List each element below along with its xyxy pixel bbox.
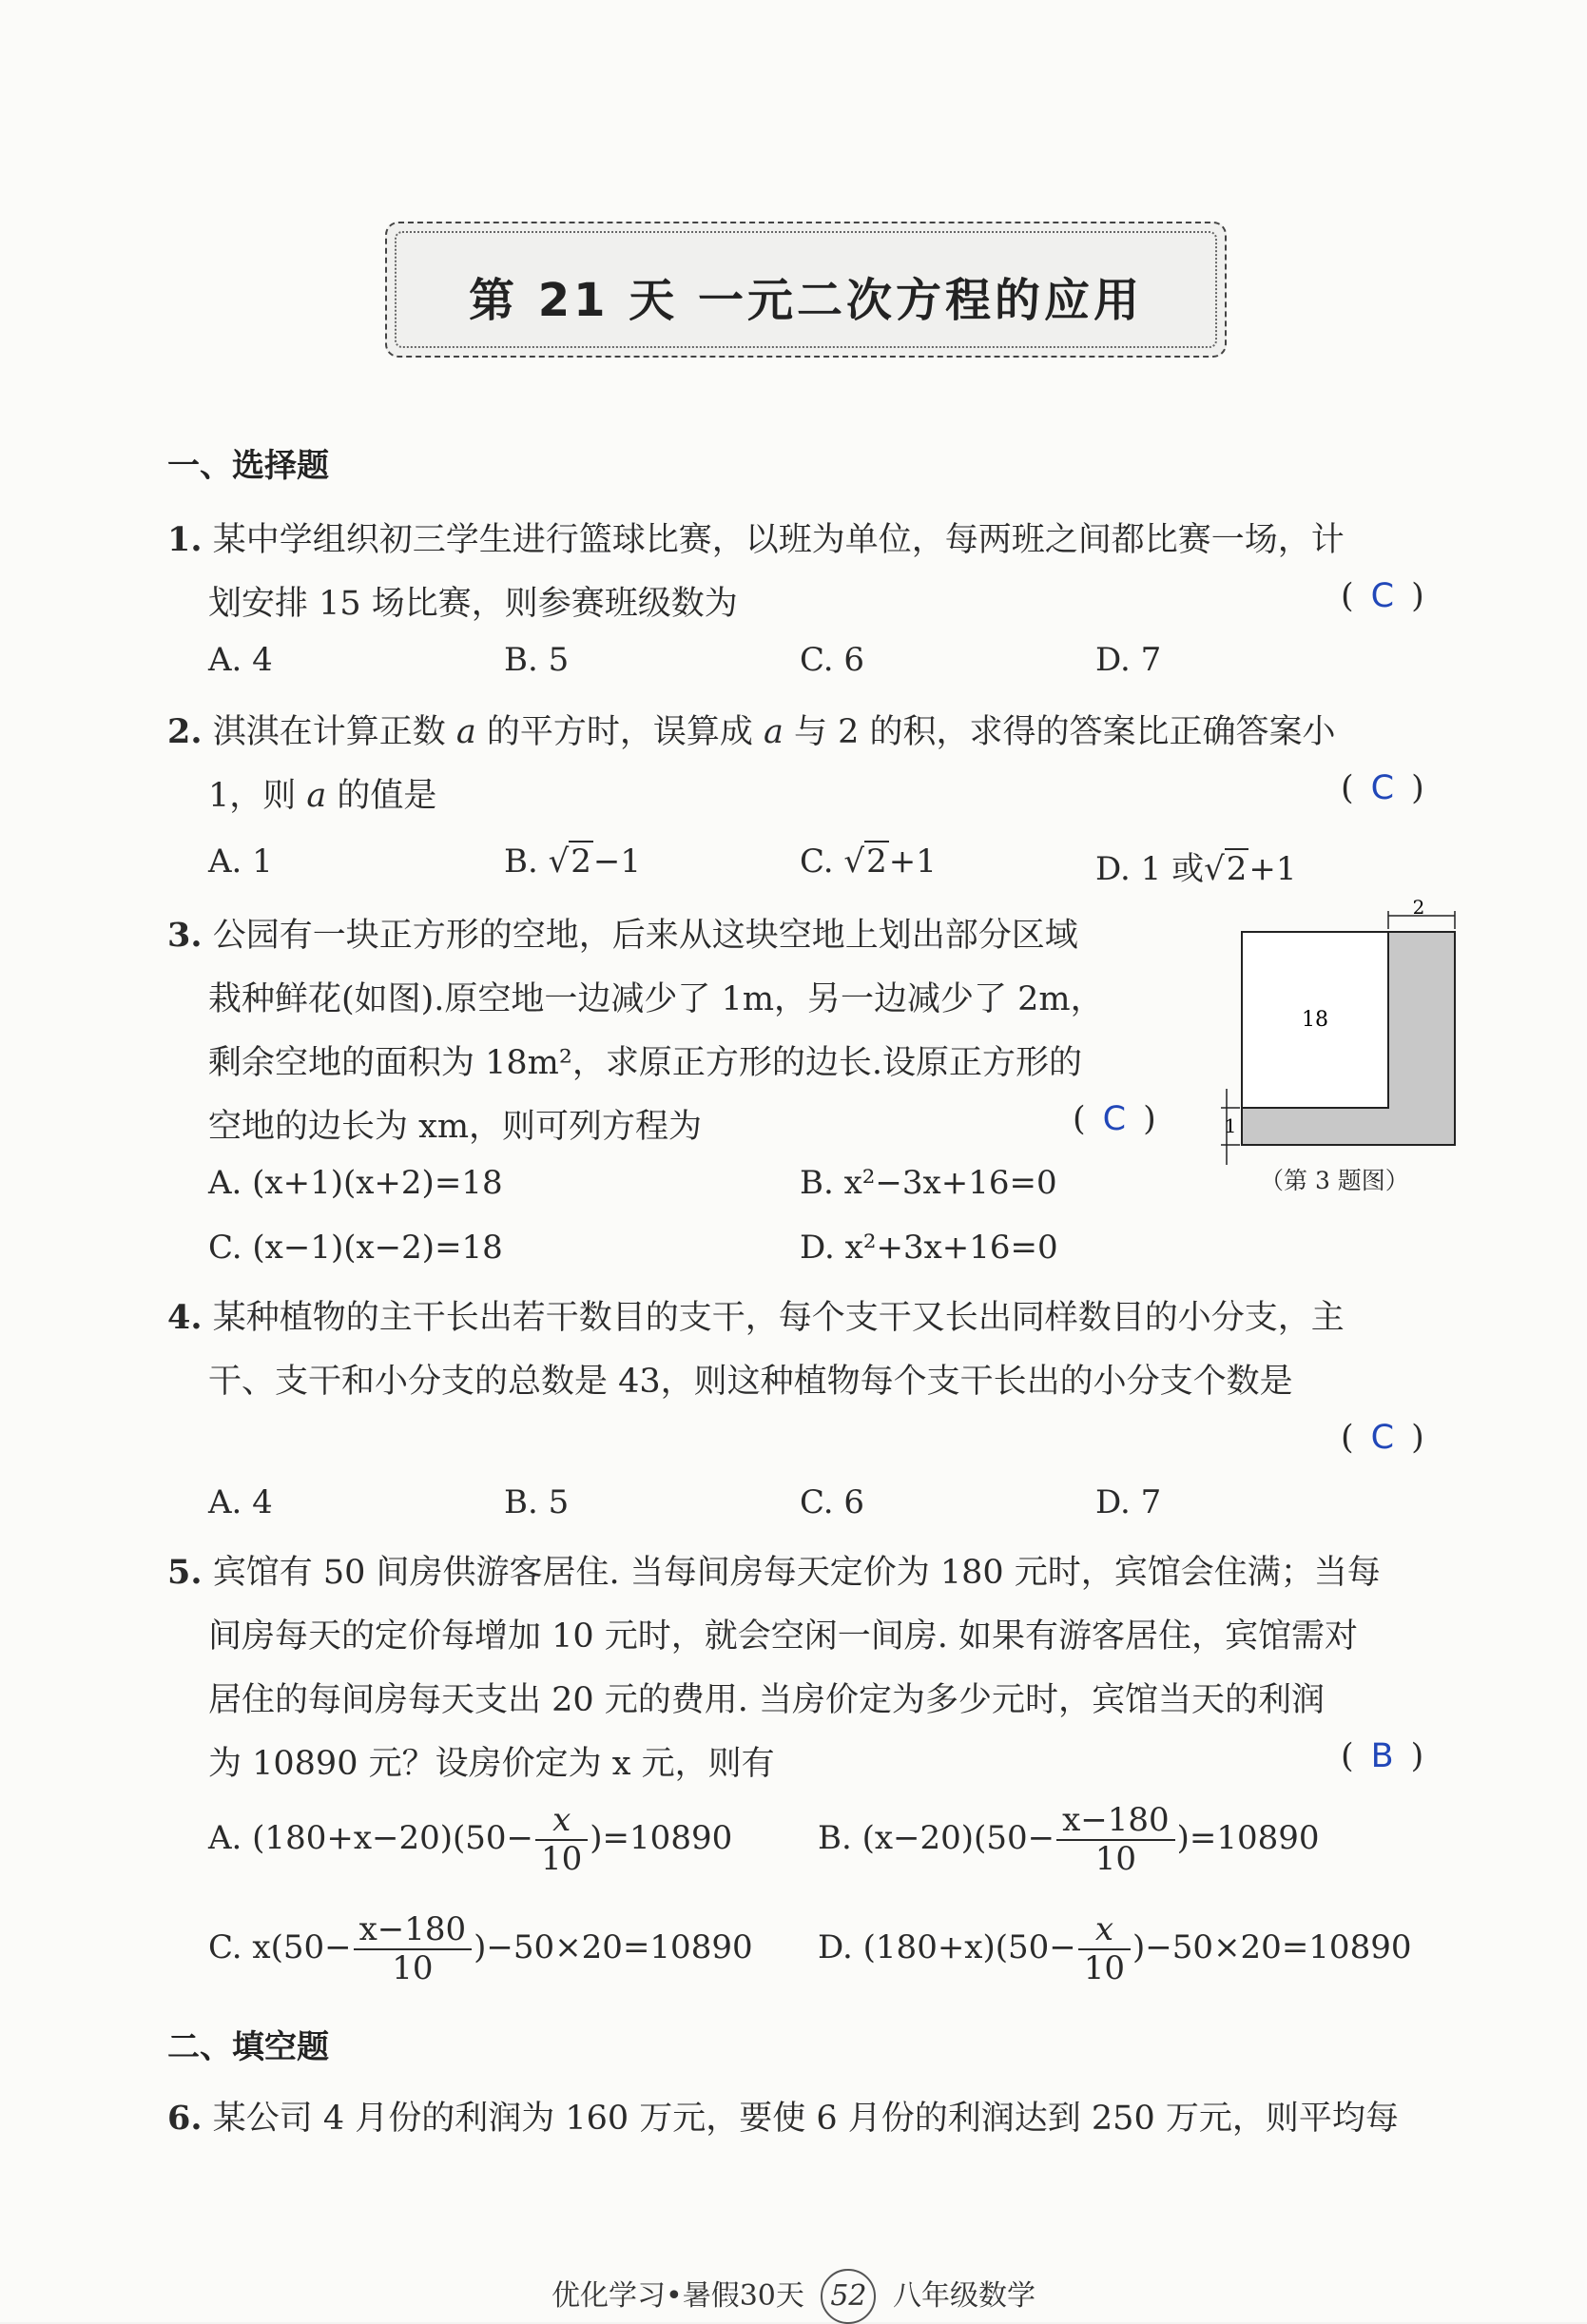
question-5-line-1 [167, 1546, 1381, 1594]
q2-option-d: D. 1 或√2+1 [1095, 850, 1297, 888]
question-4-line-2: 干、支干和小分支的总数是 43，则这种植物每个支干长出的小分支个数是 [208, 1363, 1293, 1401]
q5-option-b [818, 1802, 1320, 1878]
answer-letter: C [1370, 769, 1395, 807]
option-text: )−50×20=10890 [1132, 1928, 1412, 1967]
question-2-line-1 [167, 706, 1336, 753]
q2-option-b: B. √2−1 [504, 842, 642, 881]
q1-option-a: A. 4 [208, 641, 273, 679]
q1-option-c: C. 6 [800, 641, 865, 679]
q4-option-d: D. 7 [1095, 1483, 1162, 1521]
option-text: D. 1 或 [1095, 850, 1205, 888]
question-number: 6. [167, 2099, 203, 2138]
option-text: +1 [888, 842, 937, 881]
option-text: B. (x−20)(50− [818, 1819, 1055, 1858]
q5-option-a [208, 1802, 732, 1878]
page-title: 第 21 天 一元二次方程的应用 [469, 274, 1143, 327]
option-text: A. (180+x−20)(50− [208, 1819, 534, 1858]
footer-book-title: 优化学习•暑假30天 [552, 2279, 804, 2313]
question-3-figure [1217, 896, 1464, 1193]
option-text: C. [800, 842, 844, 881]
question-6-line-1 [167, 2092, 1399, 2140]
figure-caption: （第 3 题图） [1260, 1167, 1409, 1194]
question-number: 4. [167, 1298, 203, 1337]
q1-option-d: D. 7 [1095, 641, 1162, 679]
option-text: )=10890 [590, 1819, 733, 1858]
section-heading-choice: 一、选择题 [167, 447, 329, 485]
q5-option-d [818, 1911, 1411, 1987]
question-text: 某种植物的主干长出若干数目的支干，每个支干又长出同样数目的小分支，主 [212, 1299, 1345, 1337]
question-5-line-3: 居住的每间房每天支出 20 元的费用. 当房价定为多少元时，宾馆当天的利润 [208, 1681, 1326, 1719]
question-5-answer: ( B ) [1341, 1737, 1424, 1775]
option-text: )=10890 [1176, 1819, 1320, 1858]
denominator: 10 [1094, 1840, 1136, 1879]
page-number: 52 [821, 2269, 876, 2324]
q1-option-b: B. 5 [504, 641, 570, 679]
question-number: 5. [167, 1553, 203, 1592]
q3-option-b: B. x²−3x+16=0 [800, 1164, 1057, 1202]
page-footer [0, 2269, 1587, 2324]
question-1-line-1 [167, 513, 1345, 561]
question-2-answer: ( C ) [1341, 769, 1424, 807]
radicand: 2 [1226, 850, 1248, 888]
option-text: +1 [1248, 850, 1297, 888]
question-5-line-4: 为 10890 元？设房价定为 x 元，则有 [208, 1745, 775, 1783]
question-text: 宾馆有 50 间房供游客居住. 当每间房每天定价为 180 元时，宾馆会住满；当每 [212, 1554, 1381, 1592]
section-heading-fill: 二、填空题 [167, 2028, 329, 2066]
question-4-line-1 [167, 1291, 1345, 1339]
numerator: x−180 [354, 1911, 473, 1950]
question-3-answer: ( C ) [1073, 1100, 1156, 1138]
fraction [535, 1802, 588, 1878]
denominator: 10 [392, 1949, 434, 1988]
question-3-line-3: 剩余空地的面积为 18m²，求原正方形的边长.设原正方形的 [208, 1044, 1083, 1082]
option-text: B. [504, 842, 549, 881]
option-text: C. x(50− [208, 1928, 352, 1967]
question-1-line-2: 划安排 15 场比赛，则参赛班级数为 [208, 585, 738, 623]
radicand: 2 [866, 842, 887, 881]
question-text: 与 2 的积，求得的答案比正确答案小 [783, 713, 1336, 751]
question-text: 某公司 4 月份的利润为 160 万元，要使 6 月份的利润达到 250 万元，则平均每 [212, 2100, 1399, 2138]
footer-grade: 八年级数学 [892, 2279, 1035, 2313]
answer-letter: C [1102, 1100, 1127, 1138]
option-text: −1 [592, 842, 642, 881]
question-text: 的平方时，误算成 [475, 713, 764, 751]
numerator: x−180 [1056, 1802, 1175, 1841]
question-3-line-4: 空地的边长为 xm，则可列方程为 [208, 1108, 703, 1146]
denominator: 10 [1083, 1949, 1126, 1988]
question-3-line-1 [167, 909, 1078, 957]
radicand: 2 [571, 842, 591, 881]
fraction [354, 1911, 473, 1987]
question-text: 某中学组织初三学生进行篮球比赛，以班为单位，每两班之间都比赛一场，计 [212, 521, 1345, 559]
fraction [1056, 1802, 1175, 1878]
q3-option-d: D. x²+3x+16=0 [800, 1229, 1058, 1267]
question-3-line-2: 栽种鲜花(如图).原空地一边减少了 1m，另一边减少了 2m， [208, 980, 1104, 1018]
q4-option-b: B. 5 [504, 1483, 570, 1521]
q4-option-a: A. 4 [208, 1483, 273, 1521]
q5-option-c [208, 1911, 753, 1987]
option-text: D. (180+x)(50− [818, 1928, 1076, 1967]
denominator: 10 [541, 1840, 583, 1879]
q3-option-c: C. (x−1)(x−2)=18 [208, 1229, 503, 1267]
variable-a: a [455, 713, 476, 751]
question-text: 的值是 [326, 777, 437, 815]
side-dimension-label: 1 [1224, 1114, 1237, 1137]
answer-letter: C [1370, 577, 1395, 615]
question-number: 3. [167, 916, 203, 955]
question-number: 1. [167, 520, 203, 559]
title-banner [385, 222, 1227, 358]
option-text: )−50×20=10890 [474, 1928, 753, 1967]
answer-letter: C [1370, 1419, 1395, 1457]
top-dimension-label: 2 [1412, 896, 1425, 919]
numerator: x [1078, 1911, 1131, 1950]
question-number: 2. [167, 712, 203, 751]
question-text: 1，则 [208, 777, 307, 815]
q3-option-a: A. (x+1)(x+2)=18 [208, 1164, 503, 1202]
question-4-answer: ( C ) [1341, 1419, 1424, 1457]
q2-option-c: C. √2+1 [800, 842, 937, 881]
question-2-line-2 [208, 769, 436, 817]
numerator: x [535, 1802, 588, 1841]
variable-a: a [306, 777, 327, 815]
question-5-line-2: 间房每天的定价每增加 10 元时，就会空闲一间房. 如果有游客居住，宾馆需对 [208, 1617, 1359, 1656]
question-text: 淇淇在计算正数 [212, 713, 456, 751]
question-text: 公园有一块正方形的空地，后来从这块空地上划出部分区域 [212, 917, 1078, 955]
q2-option-a: A. 1 [208, 842, 273, 881]
variable-a: a [763, 713, 784, 751]
answer-letter: B [1370, 1737, 1394, 1775]
question-1-answer: ( C ) [1341, 577, 1424, 615]
q4-option-c: C. 6 [800, 1483, 865, 1521]
area-label: 18 [1302, 1008, 1328, 1032]
fraction [1078, 1911, 1131, 1987]
